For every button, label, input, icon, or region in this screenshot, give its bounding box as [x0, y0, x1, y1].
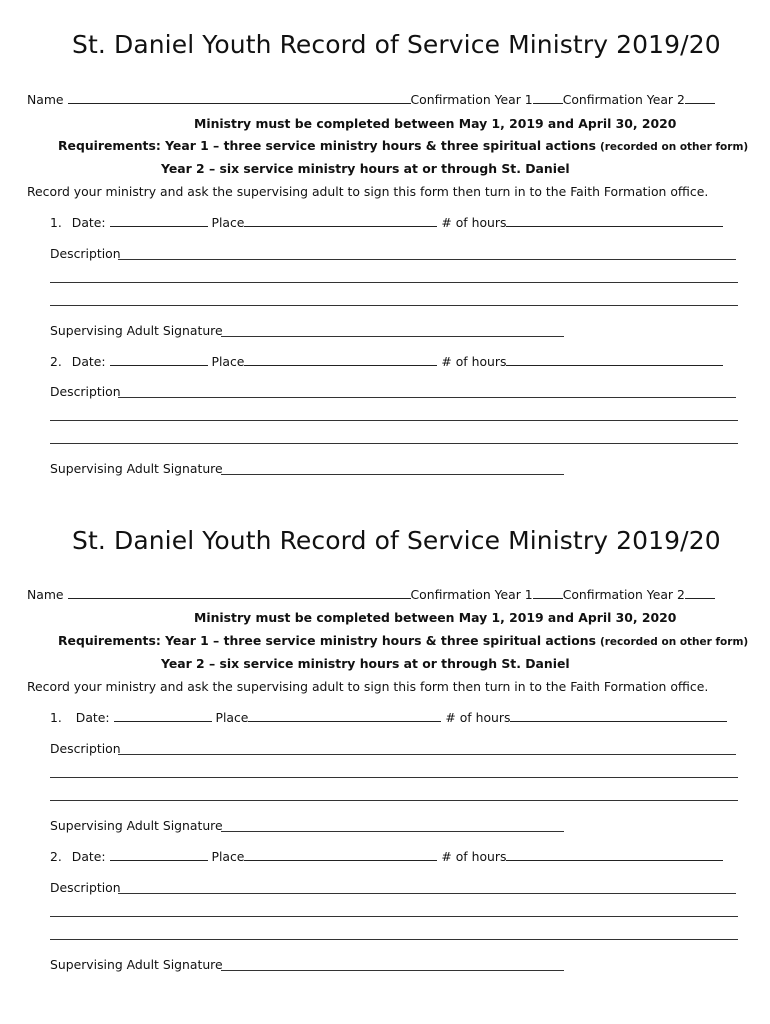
requirements-text: Requirements: Year 1 – three service ministry hours & three spiritual actions: [58, 633, 596, 648]
signature-line[interactable]: [221, 336, 564, 337]
name-row: [27, 587, 715, 602]
description-line[interactable]: [118, 259, 736, 260]
signature-label: Supervising Adult Signature: [50, 323, 223, 338]
description-line[interactable]: [118, 893, 736, 894]
signature-line[interactable]: [221, 474, 564, 475]
entry-row: [50, 215, 723, 230]
entry-number: 2.: [50, 354, 62, 369]
place-label: Place: [211, 215, 245, 230]
confirmation-year1-label: Confirmation Year 1: [410, 92, 533, 107]
date-label: Date:: [71, 354, 106, 369]
hours-field[interactable]: [506, 354, 723, 366]
date-label: Date:: [75, 710, 110, 725]
entry-number: 2.: [50, 849, 62, 864]
confirmation-year1-field[interactable]: [533, 92, 563, 104]
description-label: Description: [50, 246, 121, 261]
description-line[interactable]: [50, 282, 738, 283]
description-line[interactable]: [118, 754, 736, 755]
name-row: [27, 92, 715, 107]
hours-field[interactable]: [506, 215, 723, 227]
hours-label: # of hours: [441, 354, 507, 369]
hours-field[interactable]: [510, 710, 727, 722]
entry-row: [50, 354, 723, 369]
deadline-text: Ministry must be completed between May 1, 2019 and April 30, 2020: [194, 610, 677, 625]
description-line[interactable]: [50, 420, 738, 421]
date-field[interactable]: [110, 215, 208, 227]
description-label: Description: [50, 741, 121, 756]
place-field[interactable]: [244, 354, 437, 366]
hours-field[interactable]: [506, 849, 723, 861]
name-label: Name: [27, 92, 64, 107]
description-line[interactable]: [50, 800, 738, 801]
entry-number: 1.: [50, 215, 62, 230]
name-field[interactable]: [68, 587, 411, 599]
confirmation-year1-label: Confirmation Year 1: [410, 587, 533, 602]
confirmation-year2-label: Confirmation Year 2: [562, 587, 685, 602]
requirements-text: Requirements: Year 1 – three service ministry hours & three spiritual actions: [58, 138, 596, 153]
hours-label: # of hours: [441, 215, 507, 230]
place-label: Place: [215, 710, 249, 725]
confirmation-year2-field[interactable]: [685, 92, 715, 104]
entry-row: [50, 710, 727, 725]
requirements-row: [58, 138, 748, 153]
requirements-row: [58, 633, 748, 648]
description-label: Description: [50, 880, 121, 895]
signature-label: Supervising Adult Signature: [50, 461, 223, 476]
date-field[interactable]: [110, 849, 208, 861]
place-field[interactable]: [244, 215, 437, 227]
description-line[interactable]: [50, 916, 738, 917]
name-label: Name: [27, 587, 64, 602]
requirements-note: (recorded on other form): [599, 636, 749, 648]
date-label: Date:: [71, 215, 106, 230]
date-field[interactable]: [110, 354, 208, 366]
place-label: Place: [211, 849, 245, 864]
place-field[interactable]: [244, 849, 437, 861]
description-line[interactable]: [50, 443, 738, 444]
description-line[interactable]: [50, 305, 738, 306]
signature-label: Supervising Adult Signature: [50, 957, 223, 972]
confirmation-year2-label: Confirmation Year 2: [562, 92, 685, 107]
hours-label: # of hours: [441, 849, 507, 864]
name-field[interactable]: [68, 92, 411, 104]
description-line[interactable]: [50, 939, 738, 940]
instructions-text: Record your ministry and ask the supervising adult to sign this form then turn in to the Faith Formation office.: [27, 679, 709, 694]
entry-row: [50, 849, 723, 864]
deadline-text: Ministry must be completed between May 1, 2019 and April 30, 2020: [194, 116, 677, 131]
confirmation-year1-field[interactable]: [533, 587, 563, 599]
entry-number: 1.: [50, 710, 62, 725]
place-field[interactable]: [248, 710, 441, 722]
page-title: St. Daniel Youth Record of Service Ministry 2019/20: [72, 526, 721, 555]
year2-requirement-text: Year 2 – six service ministry hours at or through St. Daniel: [161, 656, 570, 671]
instructions-text: Record your ministry and ask the supervising adult to sign this form then turn in to the Faith Formation office.: [27, 184, 709, 199]
signature-line[interactable]: [221, 831, 564, 832]
description-line[interactable]: [118, 397, 736, 398]
signature-label: Supervising Adult Signature: [50, 818, 223, 833]
date-field[interactable]: [114, 710, 212, 722]
date-label: Date:: [71, 849, 106, 864]
year2-requirement-text: Year 2 – six service ministry hours at or through St. Daniel: [161, 161, 570, 176]
requirements-note: (recorded on other form): [599, 141, 749, 153]
place-label: Place: [211, 354, 245, 369]
description-label: Description: [50, 384, 121, 399]
description-line[interactable]: [50, 777, 738, 778]
signature-line[interactable]: [221, 970, 564, 971]
page-title: St. Daniel Youth Record of Service Ministry 2019/20: [72, 30, 721, 59]
hours-label: # of hours: [445, 710, 511, 725]
confirmation-year2-field[interactable]: [685, 587, 715, 599]
